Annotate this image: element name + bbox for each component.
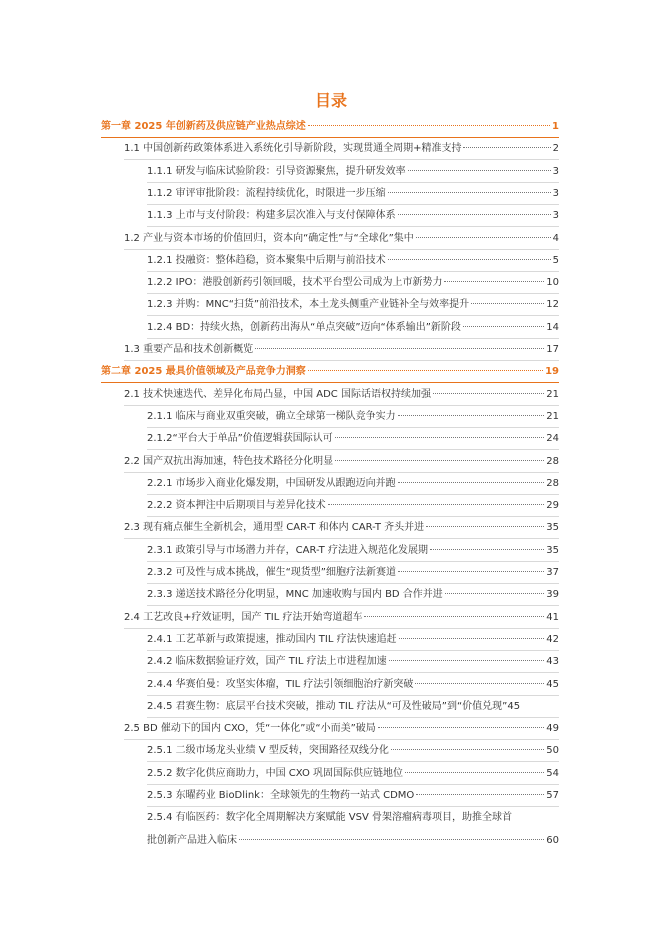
toc-entry-title: 2.5 BD 催动下的国内 CXO，凭“一体化”或“小而美”破局: [124, 723, 376, 735]
toc-entry-title: 2.4.1 工艺革新与政策提速，推动国内 TIL 疗法快速追赶: [147, 633, 397, 645]
toc-entry[interactable]: [124, 722, 559, 736]
toc-page-number: 21: [546, 388, 559, 400]
toc-page-number: 3: [552, 165, 559, 177]
toc-entry[interactable]: [147, 276, 559, 290]
toc-entry[interactable]: [147, 187, 559, 201]
toc-entry[interactable]: [147, 700, 559, 714]
toc-page-number: 3: [552, 210, 559, 222]
toc-entry[interactable]: [147, 298, 559, 312]
toc-leader-dots: [335, 460, 544, 461]
toc-entry[interactable]: [147, 588, 559, 602]
toc-row-divider: [147, 806, 559, 807]
toc-row-divider: [147, 427, 559, 428]
toc-row-divider: [147, 449, 559, 450]
toc-page-number: 17: [546, 344, 559, 355]
toc-page-number: 43: [546, 656, 559, 668]
toc-entry-title: 1.3 重要产品和技术创新概览: [124, 344, 254, 355]
toc-leader-dots: [463, 326, 544, 327]
toc-entry-title: 2.1.2“平台大于单品”价值逻辑获国际认可: [147, 433, 333, 445]
toc-entry[interactable]: [147, 811, 559, 825]
toc-leader-dots: [335, 437, 544, 438]
toc-entry[interactable]: [147, 633, 559, 647]
toc-leader-dots: [388, 259, 551, 260]
toc-page-number: 2: [552, 143, 559, 155]
toc-entry-title: 1.2 产业与资本市场的价值回归，资本向“确定性”与“全球化”集中: [124, 232, 414, 244]
toc-entry-title: 2.4.2 临床数据验证疗效，国产 TIL 疗法上市进程加速: [147, 656, 387, 668]
toc-entry[interactable]: [124, 343, 559, 357]
toc-entry[interactable]: [147, 254, 559, 268]
toc-row-divider: [124, 628, 559, 629]
toc-entry-title: 2.2.2 资本押注中后期项目与差异化技术: [147, 500, 326, 512]
toc-row-divider: [147, 293, 559, 294]
toc-page-number: 4: [552, 232, 559, 244]
toc-leader-dots: [255, 348, 544, 349]
toc-leader-dots: [308, 125, 550, 126]
toc-row-divider: [147, 784, 559, 785]
toc-page-number: 57: [546, 790, 559, 801]
toc-row-divider: [147, 271, 559, 272]
toc-leader-dots: [463, 147, 550, 148]
toc-entry-title: 1.1 中国创新药政策体系进入系统化引导新阶段，实现贯通全周期+精准支持: [124, 143, 462, 155]
toc-entry[interactable]: [147, 499, 559, 513]
toc-leader-dots: [433, 393, 544, 394]
toc-leader-dots: [328, 504, 545, 505]
toc-entry[interactable]: [147, 432, 559, 446]
toc-entry-title: 2.3 现有痛点催生全新机会，通用型 CAR-T 和体内 CAR-T 齐头并进: [124, 522, 425, 534]
toc-entry-title: 2.4.4 华赛伯曼：攻坚实体瘤，TIL 疗法引领细胞治疗新突破: [147, 678, 414, 690]
toc-entry-title: 2.3.3 递送技术路径分化明显，MNC 加速收购与国内 BD 合作并进: [147, 589, 443, 601]
toc-leader-dots: [415, 683, 544, 684]
toc-entry-title: 2.3.1 政策引导与市场潜力并存，CAR-T 疗法进入规范化发展期: [147, 544, 428, 556]
toc-page-number: 45: [546, 678, 559, 690]
toc-entry[interactable]: [147, 477, 559, 491]
toc-entry-title: 1.2.2 IPO：港股创新药引领回暖，技术平台型公司成为上市新势力: [147, 277, 443, 289]
toc-leader-dots: [444, 281, 544, 282]
toc-page-number: 10: [546, 277, 559, 289]
toc-leader-dots: [378, 727, 544, 728]
toc-page-number: 42: [546, 633, 559, 645]
toc-chapter-entry[interactable]: [101, 120, 559, 134]
toc-entry[interactable]: [147, 744, 559, 758]
toc-leader-dots: [416, 794, 544, 795]
toc-entry-title: 1.2.4 BD：持续火热，创新药出海从“单点突破”迈向“体系输出”新阶段: [147, 321, 461, 333]
toc-page-number: 35: [546, 522, 559, 534]
toc-entry-continuation[interactable]: [147, 834, 559, 848]
toc-entry[interactable]: [147, 544, 559, 558]
toc-page-number: 35: [546, 544, 559, 556]
toc-row-divider: [147, 315, 559, 316]
toc-entry-title: 2.5.2 数字化供应商助力，中国 CXO 巩固国际供应链地位: [147, 767, 404, 779]
toc-entry-title-wrap: 批创新产品进入临床: [147, 834, 237, 846]
toc-page-number: 50: [546, 745, 559, 757]
toc-entry-title: 第二章 2025 最具价值领域及产品竞争力洞察: [101, 366, 306, 378]
toc-entry[interactable]: [124, 455, 559, 469]
toc-entry-title: 2.4.5 君赛生物：底层平台技术突破，推动 TIL 疗法从“可及性破局”到“价值兑现”: [147, 700, 508, 712]
toc-entry[interactable]: [124, 521, 559, 535]
toc-page-number: 45: [507, 700, 521, 712]
toc-entry-title: 1.1.1 研发与临床试验阶段：引导资源聚焦，提升研发效率: [147, 165, 406, 177]
toc-entry[interactable]: [147, 321, 559, 335]
toc-leader-dots: [398, 571, 544, 572]
toc-page-number: 5: [552, 254, 559, 266]
toc-row-divider: [101, 382, 559, 383]
toc-row-divider: [124, 249, 559, 250]
toc-row-divider: [147, 204, 559, 205]
toc-row-divider: [147, 182, 559, 183]
toc-row-divider: [147, 650, 559, 651]
toc-leader-dots: [398, 214, 551, 215]
toc-leader-dots: [399, 638, 545, 639]
toc-row-divider: [147, 605, 559, 606]
toc-row-divider: [147, 494, 559, 495]
toc-leader-dots: [430, 549, 544, 550]
toc-entry[interactable]: [147, 678, 559, 692]
toc-entry[interactable]: [147, 165, 559, 179]
toc-entry[interactable]: [124, 142, 559, 156]
toc-page-number: 41: [546, 611, 559, 623]
toc-row-divider: [147, 695, 559, 696]
toc-page-number: 49: [546, 723, 559, 735]
toc-entry-title: 2.3.2 可及性与成本挑战，催生“现货型”细胞疗法新赛道: [147, 567, 396, 578]
toc-page-number: 12: [546, 299, 559, 311]
toc-leader-dots: [398, 482, 545, 483]
toc-row-divider: [147, 717, 559, 718]
toc-entry-title: 1.1.3 上市与支付阶段：构建多层次准入与支付保障体系: [147, 210, 396, 222]
toc-leader-dots: [398, 415, 545, 416]
toc-page-number: 28: [546, 477, 559, 489]
toc-row-divider: [147, 583, 559, 584]
toc-row-divider: [124, 360, 559, 361]
toc-entry[interactable]: [124, 232, 559, 246]
toc-title: 目录: [314, 91, 347, 110]
toc-row-divider: [147, 226, 559, 227]
toc-page-number: 28: [546, 455, 559, 467]
toc-entry[interactable]: [124, 388, 559, 402]
toc-page-number: 14: [546, 321, 559, 333]
toc-entry-title: 2.4 工艺改良+疗效证明，国产 TIL 疗法开始弯道超车: [124, 611, 363, 623]
toc-leader-dots: [408, 170, 551, 171]
toc-row-divider: [124, 159, 559, 160]
toc-row-divider: [124, 739, 559, 740]
toc-row-divider: [124, 405, 559, 406]
toc-page-number: 21: [546, 410, 559, 422]
toc-entry[interactable]: [124, 611, 559, 625]
toc-entry-title: 1.2.3 并购：MNC“扫货”前沿技术，本土龙头侧重产业链补全与效率提升: [147, 299, 470, 311]
toc-row-divider: [147, 338, 559, 339]
toc-row-divider: [147, 761, 559, 762]
toc-entry-title: 2.1 技术快速迭代、差异化布局凸显，中国 ADC 国际话语权持续加强: [124, 388, 431, 400]
toc-leader-dots: [391, 749, 544, 750]
toc-entry-title: 1.1.2 审评审批阶段：流程持续优化，时限进一步压缩: [147, 187, 386, 199]
toc-chapter-entry[interactable]: [101, 365, 559, 379]
toc-leader-dots: [389, 660, 545, 661]
toc-entry-title: 2.2.1 市场步入商业化爆发期，中国研发从跟跑迈向并跑: [147, 477, 396, 489]
toc-entry-title: 2.5.4 有临医药：数字化全周期解决方案赋能 VSV 骨架溶瘤病毒项目，助推全球首: [147, 812, 513, 824]
toc-page-number: 60: [546, 834, 559, 846]
toc-entry-title: 2.2 国产双抗出海加速，特色技术路径分化明显: [124, 455, 334, 467]
toc-page-number: 37: [546, 567, 559, 578]
toc-leader-dots: [426, 526, 544, 527]
toc-row-divider: [124, 472, 559, 473]
toc-page-number: 1: [552, 121, 559, 132]
toc-page-number: 54: [546, 767, 559, 779]
toc-page-number: 24: [546, 433, 559, 445]
toc-entry[interactable]: [147, 209, 559, 223]
toc-page-number: 3: [552, 187, 559, 199]
toc-leader-dots: [471, 303, 544, 304]
toc-row-divider: [101, 137, 559, 138]
toc-page-number: 39: [546, 589, 559, 601]
toc-entry[interactable]: [147, 566, 559, 580]
toc-entry-title: 2.5.1 二级市场龙头业绩 V 型反转，突围路径双线分化: [147, 745, 389, 757]
toc-leader-dots: [405, 772, 544, 773]
toc-leader-dots: [388, 192, 551, 193]
toc-leader-dots: [416, 237, 551, 238]
toc-row-divider: [147, 516, 559, 517]
toc-leader-dots: [239, 839, 544, 840]
toc-entry[interactable]: [147, 410, 559, 424]
toc-entry-title: 2.1.1 临床与商业双重突破，确立全球第一梯队竞争实力: [147, 410, 396, 422]
toc-row-divider: [147, 672, 559, 673]
toc-entry[interactable]: [147, 789, 559, 803]
toc-page-number: 29: [546, 500, 559, 512]
toc-row-divider: [124, 538, 559, 539]
toc-entry[interactable]: [147, 767, 559, 781]
toc-entry[interactable]: [147, 655, 559, 669]
toc-row-divider: [147, 561, 559, 562]
toc-leader-dots: [445, 593, 544, 594]
toc-leader-dots: [308, 370, 543, 371]
toc-entry-title: 1.2.1 投融资：整体趋稳，资本聚集中后期与前沿技术: [147, 254, 386, 266]
toc-entry-title: 第一章 2025 年创新药及供应链产业热点综述: [101, 121, 306, 132]
toc-page-number: 19: [545, 366, 559, 378]
toc-entry-title: 2.5.3 东曜药业 BioDlink：全球领先的生物药一站式 CDMO: [147, 790, 415, 801]
toc-leader-dots: [364, 616, 544, 617]
